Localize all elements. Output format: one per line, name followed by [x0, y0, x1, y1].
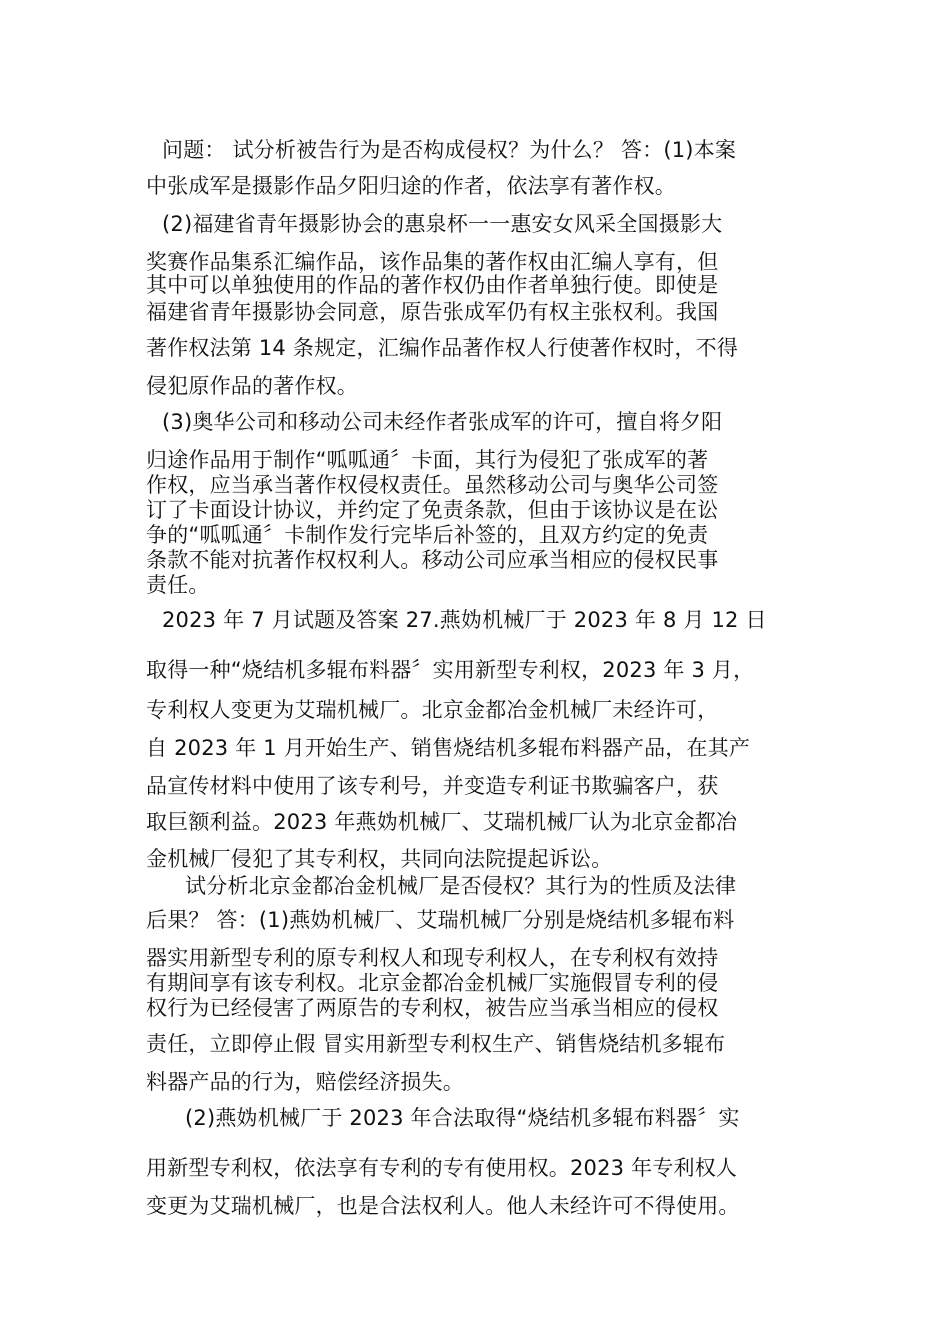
text-line: 责任。: [146, 573, 210, 597]
text-line: 奖赛作品集系汇编作品，该作品集的著作权由汇编人享有，但: [146, 250, 719, 274]
text-line: 品宣传材料中使用了该专利号，并变造专利证书欺骗客户，获: [146, 774, 719, 798]
text-line: 侵犯原作品的著作权。: [146, 374, 358, 398]
text-line: 订了卡面设计协议，并约定了免责条款，但由于该协议是在讼: [146, 498, 719, 522]
text-line: 权行为已经侵害了两原告的专利权，被告应当承当相应的侵权: [146, 996, 719, 1020]
text-line: 中张成军是摄影作品夕阳归途的作者，依法享有著作权。: [146, 174, 676, 198]
text-line: 问题： 试分析被告行为是否构成侵权？为什么？ 答：(1)本案: [162, 138, 737, 162]
text-line: 争的“呱呱通〞卡制作发行完毕后补签的，且双方约定的免责: [146, 523, 709, 547]
text-line: (3)奥华公司和移动公司未经作者张成军的许可，擅自将夕阳: [162, 410, 723, 434]
text-line: 取得一种“烧结机多辊布料器〞实用新型专利权，2023 年 3 月，: [146, 658, 755, 682]
text-line: 其中可以单独使用的作品的著作权仍由作者单独行使。即使是: [146, 273, 719, 297]
text-line: 自 2023 年 1 月开始生产、销售烧结机多辊布料器产品，在其产: [146, 736, 751, 760]
text-line: (2)燕妫机械厂于 2023 年合法取得“烧结机多辊布料器〞实: [185, 1106, 740, 1130]
text-line: 后果？ 答：(1)燕妫机械厂、艾瑞机械厂分别是烧结机多辊布料: [146, 908, 735, 932]
text-line: 试分析北京金都冶金机械厂是否侵权？其行为的性质及法律: [185, 874, 737, 898]
text-line: 著作权法第 14 条规定，汇编作品著作权人行使著作权时，不得: [146, 336, 739, 360]
text-line: 归途作品用于制作“呱呱通〞卡面，其行为侵犯了张成军的著: [146, 448, 709, 472]
text-line: 福建省青年摄影协会同意，原告张成军仍有权主张权利。我国: [146, 300, 719, 324]
text-line: 有期间享有该专利权。北京金都冶金机械厂实施假冒专利的侵: [146, 971, 719, 995]
text-line: 条款不能对抗著作权权利人。移动公司应承当相应的侵权民事: [146, 548, 719, 572]
text-line: 器实用新型专利的原专利权人和现专利权人，在专利权有效持: [146, 946, 719, 970]
text-line: 专利权人变更为艾瑞机械厂。北京金都冶金机械厂未经许可，: [146, 698, 719, 722]
text-line: 作权，应当承当著作权侵权责任。虽然移动公司与奥华公司签: [146, 473, 719, 497]
text-line: 2023 年 7 月试题及答案 27.燕妫机械厂于 2023 年 8 月 12 日: [162, 608, 767, 632]
text-line: 金机械厂侵犯了其专利权，共同向法院提起诉讼。: [146, 847, 613, 871]
text-line: 责任，立即停止假 冒实用新型专利权生产、销售烧结机多辊布: [146, 1032, 726, 1056]
text-line: 变更为艾瑞机械厂，也是合法权利人。他人未经许可不得使用。: [146, 1194, 740, 1218]
text-line: (2)福建省青年摄影协会的惠泉杯一一惠安女风采全国摄影大: [162, 212, 723, 236]
text-line: 料器产品的行为，赔偿经济损失。: [146, 1070, 464, 1094]
text-line: 取巨额利益。2023 年燕妫机械厂、艾瑞机械厂认为北京金都冶: [146, 810, 738, 834]
text-line: 用新型专利权，依法享有专利的专有使用权。2023 年专利权人: [146, 1156, 738, 1180]
